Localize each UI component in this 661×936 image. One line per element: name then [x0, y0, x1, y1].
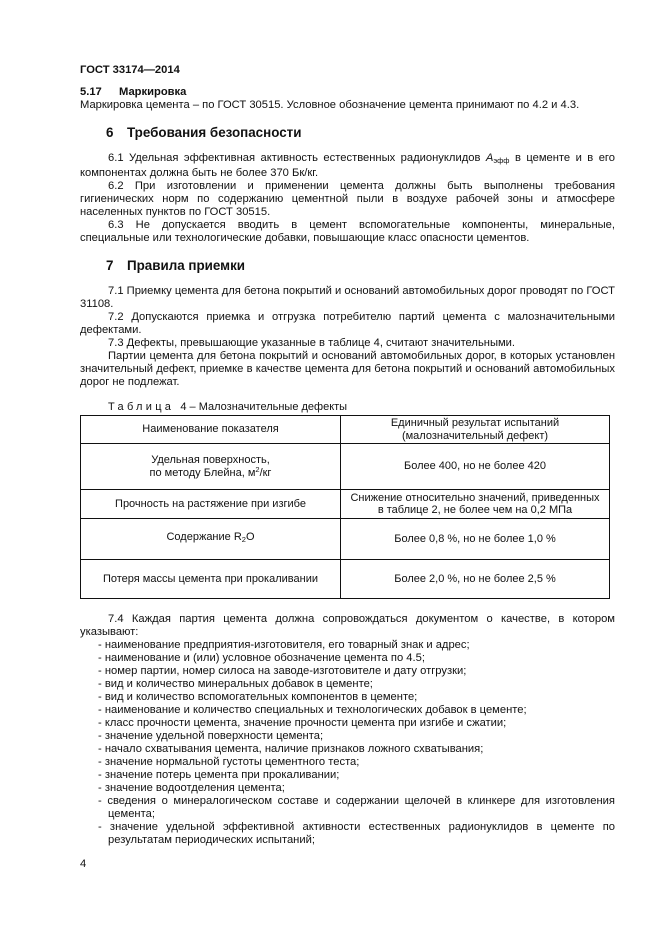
list-item: - наименование и количество специальных и технологических добавок в цементе; — [98, 704, 527, 716]
cell-line: по методу Блейна, м — [149, 466, 256, 479]
list-item: - сведения о минералогическом составе и содержании щелочей в клинкере для изготовления цемента; — [98, 795, 615, 820]
table-header-cell: Наименование показателя — [81, 416, 341, 444]
paragraph-7-4: 7.4 Каждая партия цемента должна сопровождаться документом о качестве, в котором указывают: — [80, 613, 615, 638]
section-5-17-heading — [80, 86, 615, 99]
list-item: - наименование предприятия-изготовителя, его товарный знак и адрес; — [98, 639, 470, 651]
list-item: - значение удельной эффективной активности естественных радионуклидов в цементе по результатам периодических испытаний; — [98, 821, 615, 846]
table-cell — [341, 490, 610, 519]
table-cell: Прочность на растяжение при изгибе — [81, 490, 341, 519]
list-item: - значение потерь цемента при прокаливании; — [98, 769, 340, 781]
table-row — [81, 560, 610, 599]
cell-text: Содержание R — [166, 531, 242, 544]
table-header-row — [81, 416, 610, 444]
list-item: - значение нормальной густоты цементного теста; — [98, 756, 360, 768]
header-line: (малозначительный дефект) — [401, 429, 549, 442]
table-cell: Более 400, но не более 420 — [341, 444, 610, 490]
list-item: - значение удельной поверхности цемента; — [98, 730, 324, 742]
text-span: 6.1 Удельная эффективная активность естественных радионуклидов — [108, 152, 486, 164]
section-7-heading — [80, 259, 615, 272]
table-header-cell — [341, 416, 610, 444]
table-row — [81, 519, 610, 560]
list-item: - наименование и (или) условное обозначение цемента по 4.5; — [98, 652, 425, 664]
list-item: - номер партии, номер силоса на заводе-изготовителе и дату отгрузки; — [98, 665, 467, 677]
symbol-subscript: эфф — [493, 156, 510, 165]
cell-line: /кг — [259, 466, 272, 479]
superscript: 2 — [255, 464, 260, 474]
section-number: 6 — [106, 125, 114, 140]
table-cell: Потеря массы цемента при прокаливании — [81, 560, 341, 599]
document-header: ГОСТ 33174—2014 — [80, 64, 180, 76]
section-6-heading — [80, 126, 615, 139]
subscript: 2 — [241, 535, 246, 545]
table-caption-word: Таблица — [108, 401, 175, 413]
table-cell: Более 2,0 %, но не более 2,5 % — [341, 560, 610, 599]
list-item: - вид и количество вспомогательных компонентов в цементе; — [98, 691, 418, 703]
table-caption — [80, 401, 615, 414]
section-title: Правила приемки — [127, 258, 245, 273]
paragraph-7-3: 7.3 Дефекты, превышающие указанные в таблице 4, считают значительными. — [108, 337, 516, 349]
section-5-17-text: Маркировка цемента – по ГОСТ 30515. Условное обозначение цемента принимают по 4.2 и 4.3. — [80, 99, 580, 111]
cell-text: O — [245, 531, 255, 544]
table-row — [81, 490, 610, 519]
paragraph-7-2: 7.2 Допускаются приемка и отгрузка потребителю партий цемента с малозначительными дефектами. — [80, 311, 615, 336]
table-caption-number: 4 — [180, 401, 187, 413]
table-caption-title: – Малозначительные дефекты — [186, 401, 348, 413]
table-cell — [81, 519, 341, 560]
paragraph-6-3: 6.3 Не допускается вводить в цемент вспомогательные компоненты, минеральные, специальные или технологические добавки, повышающие класс опасности цементов. — [80, 219, 615, 244]
symbol-a: А — [485, 152, 494, 164]
text-span: в цементе и в его компонентах должна быть не более 370 Бк/кг. — [80, 152, 615, 179]
list-item: - класс прочности цемента, значение прочности цемента при изгибе и сжатии; — [98, 717, 507, 729]
paragraph-7-1: 7.1 Приемку цемента для бетона покрытий и оснований автомобильных дорог проводят по ГОСТ 31108. — [80, 285, 615, 310]
section-title: Требования безопасности — [127, 125, 302, 140]
cell-line: Снижение относительно значений, приведенных — [350, 491, 600, 504]
cell-line: Удельная поверхность, — [151, 454, 270, 466]
cell-line: в таблице 2, не более чем на 0,2 МПа — [377, 504, 573, 516]
paragraph-7-3-note: Партии цемента для бетона покрытий и оснований автомобильных дорог, в которых установлен значительный дефект, приемке в качестве цемента для бетона покрытий и оснований автомобильных дорог не подлежат. — [80, 350, 615, 388]
page-number: 4 — [80, 858, 87, 870]
list-item: - вид и количество минеральных добавок в цементе; — [98, 678, 373, 690]
page-content — [80, 86, 615, 847]
header-line: Единичный результат испытаний — [390, 417, 560, 429]
defects-table — [80, 415, 610, 599]
paragraph-6-1 — [80, 152, 615, 180]
list-item: - значение водоотделения цемента; — [98, 782, 285, 794]
section-title: Маркировка — [119, 86, 187, 98]
table-row — [81, 444, 610, 490]
table-cell — [81, 444, 341, 490]
list-item: - начало схватывания цемента, наличие признаков ложного схватывания; — [98, 743, 484, 755]
document-contents-list — [80, 639, 615, 847]
section-number: 7 — [106, 258, 114, 273]
section-number: 5.17 — [80, 86, 102, 98]
table-cell: Более 0,8 %, но не более 1,0 % — [341, 519, 610, 560]
paragraph-6-2: 6.2 При изготовлении и применении цемента должны быть выполнены требования гигиенических норм по содержанию цементной пыли в воздухе рабочей зоны и атмосфере населенных пунктов по ГОСТ 30515. — [80, 180, 615, 218]
